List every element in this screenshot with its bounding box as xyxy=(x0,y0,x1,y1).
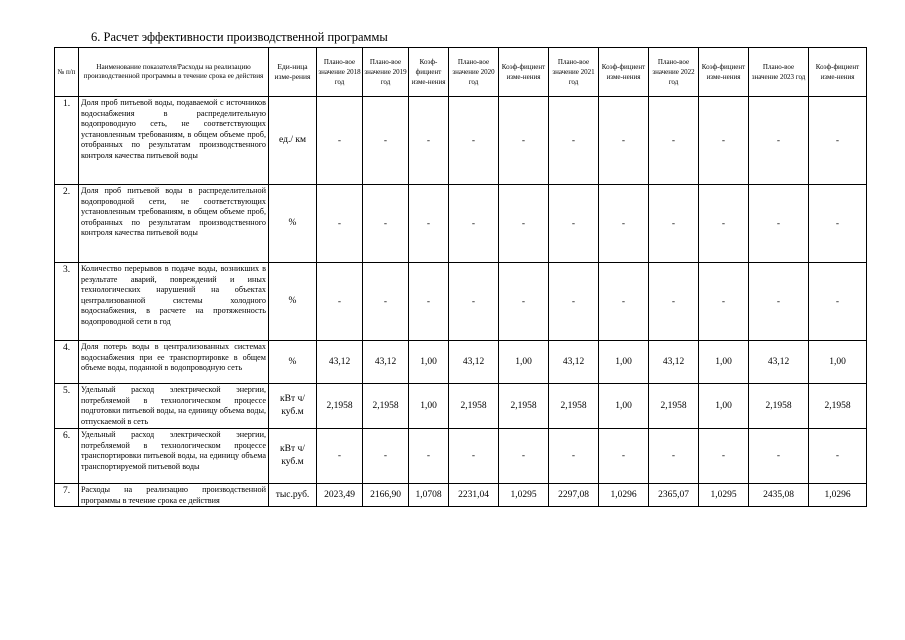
table-row xyxy=(55,429,867,484)
value-cell: 2,1958 xyxy=(499,384,549,429)
value-cell: - xyxy=(549,185,599,263)
value-cell: - xyxy=(699,429,749,484)
header-plan-2020: Плано-вое значение 2020 год xyxy=(449,48,499,97)
value-cell: - xyxy=(449,429,499,484)
value-cell: 43,12 xyxy=(749,341,809,384)
header-plan-2023: Плано-вое значение 2023 год xyxy=(749,48,809,97)
unit-cell: % xyxy=(269,263,317,341)
header-plan-2022: Плано-вое значение 2022 год xyxy=(649,48,699,97)
value-cell: - xyxy=(809,97,867,185)
value-cell: 43,12 xyxy=(449,341,499,384)
value-cell: - xyxy=(809,429,867,484)
efficiency-table xyxy=(54,47,867,507)
value-cell: - xyxy=(649,429,699,484)
value-cell: 2297,08 xyxy=(549,484,599,507)
value-cell: 2023,49 xyxy=(317,484,363,507)
value-cell: - xyxy=(749,429,809,484)
value-cell: 2,1958 xyxy=(809,384,867,429)
value-cell: 2,1958 xyxy=(317,384,363,429)
unit-cell: % xyxy=(269,341,317,384)
value-cell: - xyxy=(649,263,699,341)
value-cell: 1,0296 xyxy=(599,484,649,507)
value-cell: - xyxy=(599,263,649,341)
value-cell: 1,00 xyxy=(699,384,749,429)
value-cell: - xyxy=(699,263,749,341)
value-cell: - xyxy=(409,185,449,263)
value-cell: 43,12 xyxy=(363,341,409,384)
value-cell: - xyxy=(749,185,809,263)
value-cell: 1,0296 xyxy=(809,484,867,507)
value-cell: - xyxy=(749,263,809,341)
value-cell: 1,00 xyxy=(599,341,649,384)
value-cell: - xyxy=(549,429,599,484)
value-cell: - xyxy=(363,263,409,341)
indicator-name: Расходы на реализацию производственной программы в течение срока ее действия xyxy=(79,484,269,507)
indicator-name: Количество перерывов в подаче воды, возникших в результате аварий, повреждений и иных технологических нарушений на объектах централизованной системы холодного водоснабжения, в расчете на протяженность водопроводной сети в год xyxy=(79,263,269,341)
section-title: 6. Расчет эффективности производственной программы xyxy=(91,30,388,44)
value-cell: - xyxy=(809,263,867,341)
unit-cell: ед./ км xyxy=(269,97,317,185)
value-cell: 2,1958 xyxy=(449,384,499,429)
row-number: 1. xyxy=(55,97,79,185)
header-coef: Коэф-фициент изме-нения xyxy=(699,48,749,97)
value-cell: 2,1958 xyxy=(363,384,409,429)
value-cell: - xyxy=(317,429,363,484)
value-cell: - xyxy=(449,185,499,263)
value-cell: - xyxy=(363,185,409,263)
value-cell: - xyxy=(599,429,649,484)
indicator-name: Удельный расход электрической энергии, потребляемой в технологическом процессе транспортировки питьевой воды, на единицу объема транспортируемой питьевой воды xyxy=(79,429,269,484)
header-plan-2018: Плано-вое значение 2018 год xyxy=(317,48,363,97)
header-plan-2019: Плано-вое значение 2019 год xyxy=(363,48,409,97)
value-cell: - xyxy=(317,97,363,185)
value-cell: - xyxy=(449,263,499,341)
value-cell: 2365,07 xyxy=(649,484,699,507)
value-cell: 1,00 xyxy=(599,384,649,429)
indicator-name: Доля потерь воды в централизованных системах водоснабжения при ее транспортировке в общем объеме воды, поданной в водопроводную сеть xyxy=(79,341,269,384)
row-number: 2. xyxy=(55,185,79,263)
table-row xyxy=(55,341,867,384)
table-header-row xyxy=(55,48,867,97)
value-cell: - xyxy=(549,97,599,185)
value-cell: - xyxy=(549,263,599,341)
header-coef: Коэф-фициент изме-нения xyxy=(599,48,649,97)
unit-cell: кВт ч/куб.м xyxy=(269,384,317,429)
header-coef: Коэф-фициент изме-нения xyxy=(409,48,449,97)
row-number: 5. xyxy=(55,384,79,429)
value-cell: - xyxy=(499,185,549,263)
header-coef: Коэф-фициент изме-нения xyxy=(809,48,867,97)
value-cell: - xyxy=(699,185,749,263)
header-coef: Коэф-фициент изме-нения xyxy=(499,48,549,97)
row-number: 7. xyxy=(55,484,79,507)
header-unit: Еди-ница изме-рения xyxy=(269,48,317,97)
value-cell: 43,12 xyxy=(549,341,599,384)
value-cell: - xyxy=(363,429,409,484)
value-cell: 1,0708 xyxy=(409,484,449,507)
value-cell: - xyxy=(317,263,363,341)
value-cell: 2,1958 xyxy=(649,384,699,429)
value-cell: - xyxy=(317,185,363,263)
value-cell: - xyxy=(749,97,809,185)
value-cell: 1,00 xyxy=(499,341,549,384)
value-cell: - xyxy=(809,185,867,263)
value-cell: - xyxy=(599,185,649,263)
value-cell: 2231,04 xyxy=(449,484,499,507)
table-row xyxy=(55,384,867,429)
indicator-name: Доля проб питьевой воды, подаваемой с источников водоснабжения в распределительную водопроводную сеть, не соответствующих установленным требованиям, в общем объеме проб, отобранных по результатам производственного контроля качества питьевой воды xyxy=(79,97,269,185)
value-cell: - xyxy=(599,97,649,185)
table-row xyxy=(55,484,867,507)
value-cell: - xyxy=(409,429,449,484)
value-cell: - xyxy=(363,97,409,185)
header-plan-2021: Плано-вое значение 2021 год xyxy=(549,48,599,97)
value-cell: 1,0295 xyxy=(699,484,749,507)
value-cell: 2,1958 xyxy=(549,384,599,429)
value-cell: - xyxy=(699,97,749,185)
value-cell: 43,12 xyxy=(317,341,363,384)
value-cell: 2166,90 xyxy=(363,484,409,507)
unit-cell: тыс.руб. xyxy=(269,484,317,507)
value-cell: 1,00 xyxy=(809,341,867,384)
value-cell: 1,00 xyxy=(409,341,449,384)
value-cell: - xyxy=(499,429,549,484)
value-cell: - xyxy=(449,97,499,185)
value-cell: 1,00 xyxy=(699,341,749,384)
value-cell: - xyxy=(499,97,549,185)
value-cell: 1,0295 xyxy=(499,484,549,507)
indicator-name: Доля проб питьевой воды в распределительной водопроводной сети, не соответствующих установленным требованиям, в общем объеме проб, отобранных по результатам производственного контроля качества питьевой воды xyxy=(79,185,269,263)
header-num: № п/п xyxy=(55,48,79,97)
value-cell: - xyxy=(409,263,449,341)
table-row xyxy=(55,263,867,341)
indicator-name: Удельный расход электрической энергии, потребляемой в технологическом процессе подготовки питьевой воды, на единицу объема воды, отпускаемой в сеть xyxy=(79,384,269,429)
value-cell: - xyxy=(649,97,699,185)
value-cell: - xyxy=(649,185,699,263)
row-number: 6. xyxy=(55,429,79,484)
value-cell: 2435,08 xyxy=(749,484,809,507)
row-number: 4. xyxy=(55,341,79,384)
table-row xyxy=(55,97,867,185)
value-cell: - xyxy=(409,97,449,185)
unit-cell: % xyxy=(269,185,317,263)
unit-cell: кВт ч/куб.м xyxy=(269,429,317,484)
value-cell: 2,1958 xyxy=(749,384,809,429)
row-number: 3. xyxy=(55,263,79,341)
value-cell: 43,12 xyxy=(649,341,699,384)
table-row xyxy=(55,185,867,263)
value-cell: 1,00 xyxy=(409,384,449,429)
header-name: Наименование показателя/Расходы на реализацию производственной программы в течение срока ее действия xyxy=(79,48,269,97)
value-cell: - xyxy=(499,263,549,341)
